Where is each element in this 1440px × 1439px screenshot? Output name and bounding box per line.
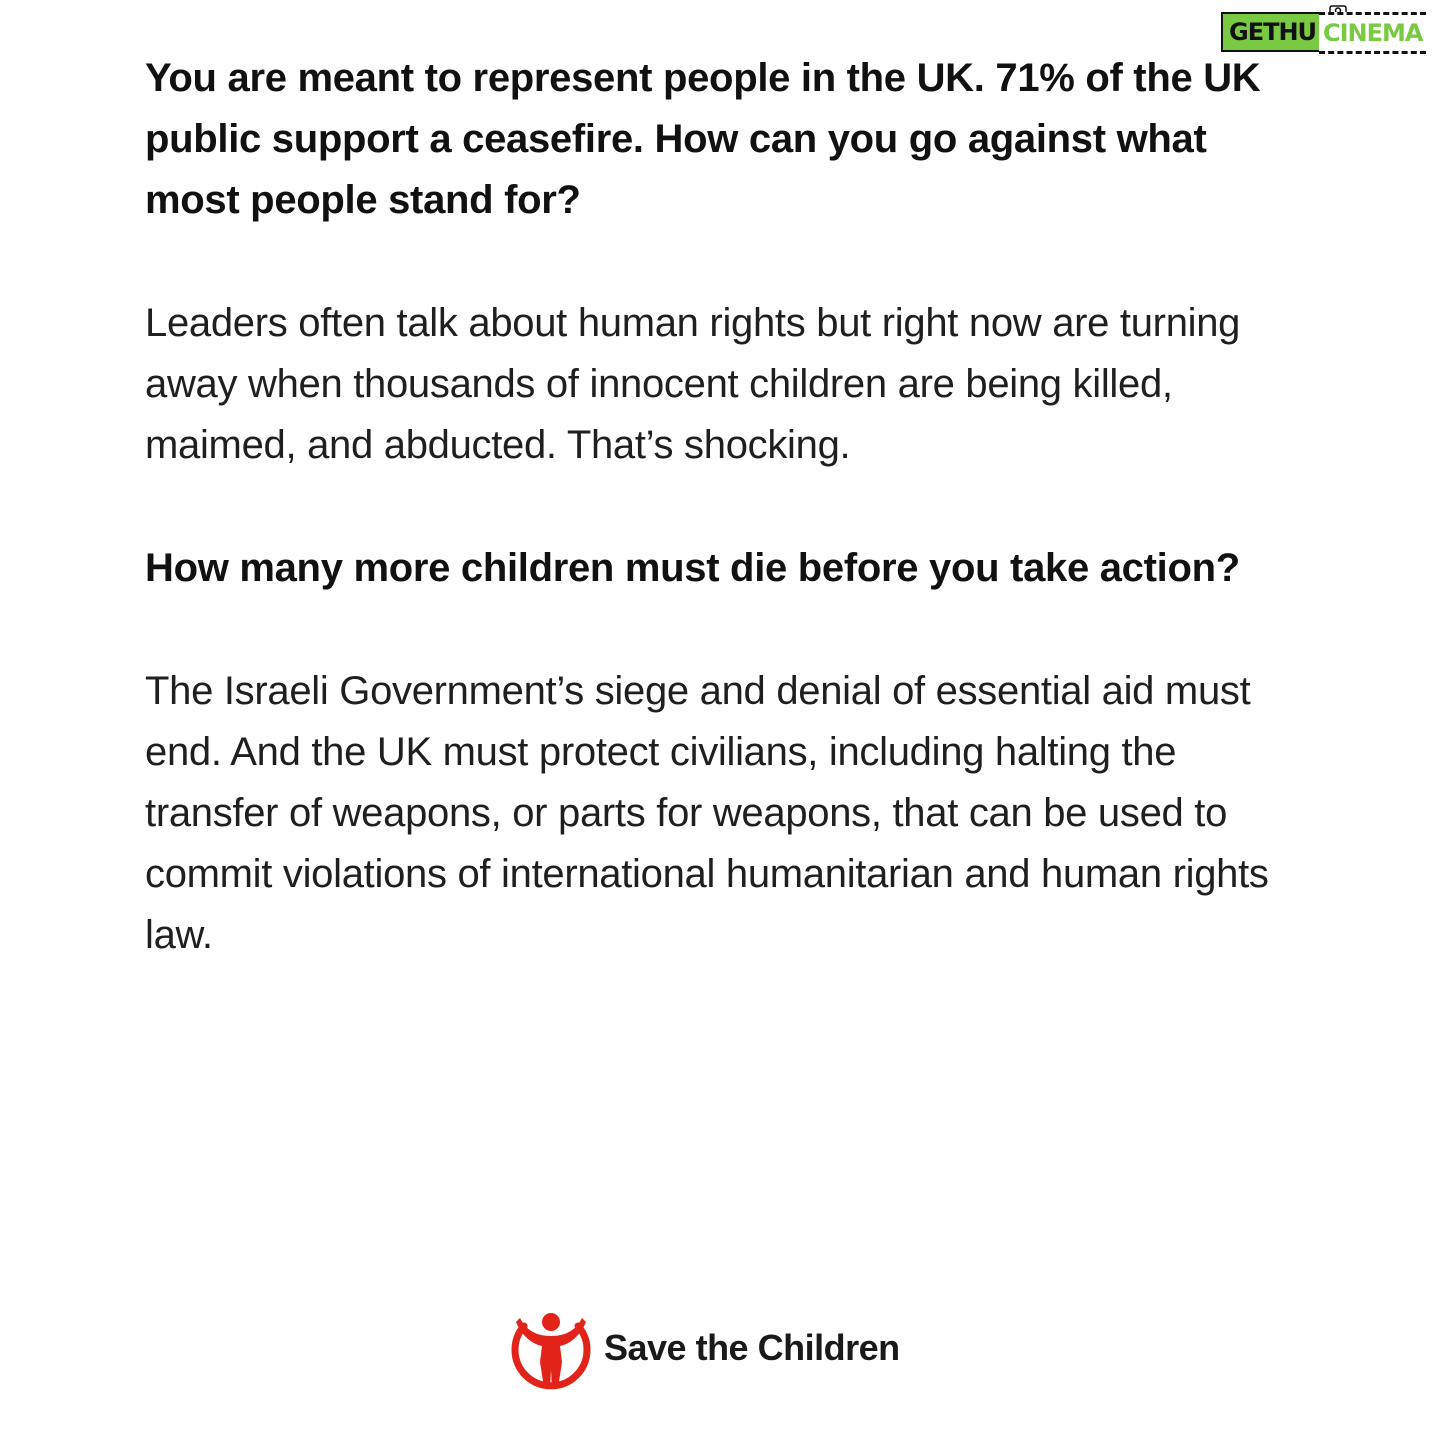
watermark-part2: CINEMA — [1319, 12, 1426, 54]
watermark — [1217, 4, 1432, 54]
question-paragraph-1: You are meant to represent people in the UK. 71% of the UK public support a ceasefire. How can you go against what most people stand for? — [145, 56, 1261, 222]
save-the-children-logo — [510, 1302, 900, 1394]
logo-text: Save the Children — [604, 1327, 900, 1368]
save-the-children-child-icon — [510, 1304, 592, 1392]
statement-paragraph-1: Leaders often talk about human rights but right now are turning away when thousands of innocent children are being killed, maimed, and abducted. That’s shocking. — [145, 301, 1241, 467]
watermark-part1: GETHU — [1221, 12, 1324, 52]
letter-body — [145, 48, 1295, 966]
question-paragraph-2: How many more children must die before you take action? — [145, 546, 1240, 590]
statement-paragraph-2: The Israeli Government’s siege and denial of essential aid must end. And the UK must protect civilians, including halting the transfer of weapons, or parts for weapons, that can be used to commit violations of international humanitarian and human rights law. — [145, 669, 1269, 957]
